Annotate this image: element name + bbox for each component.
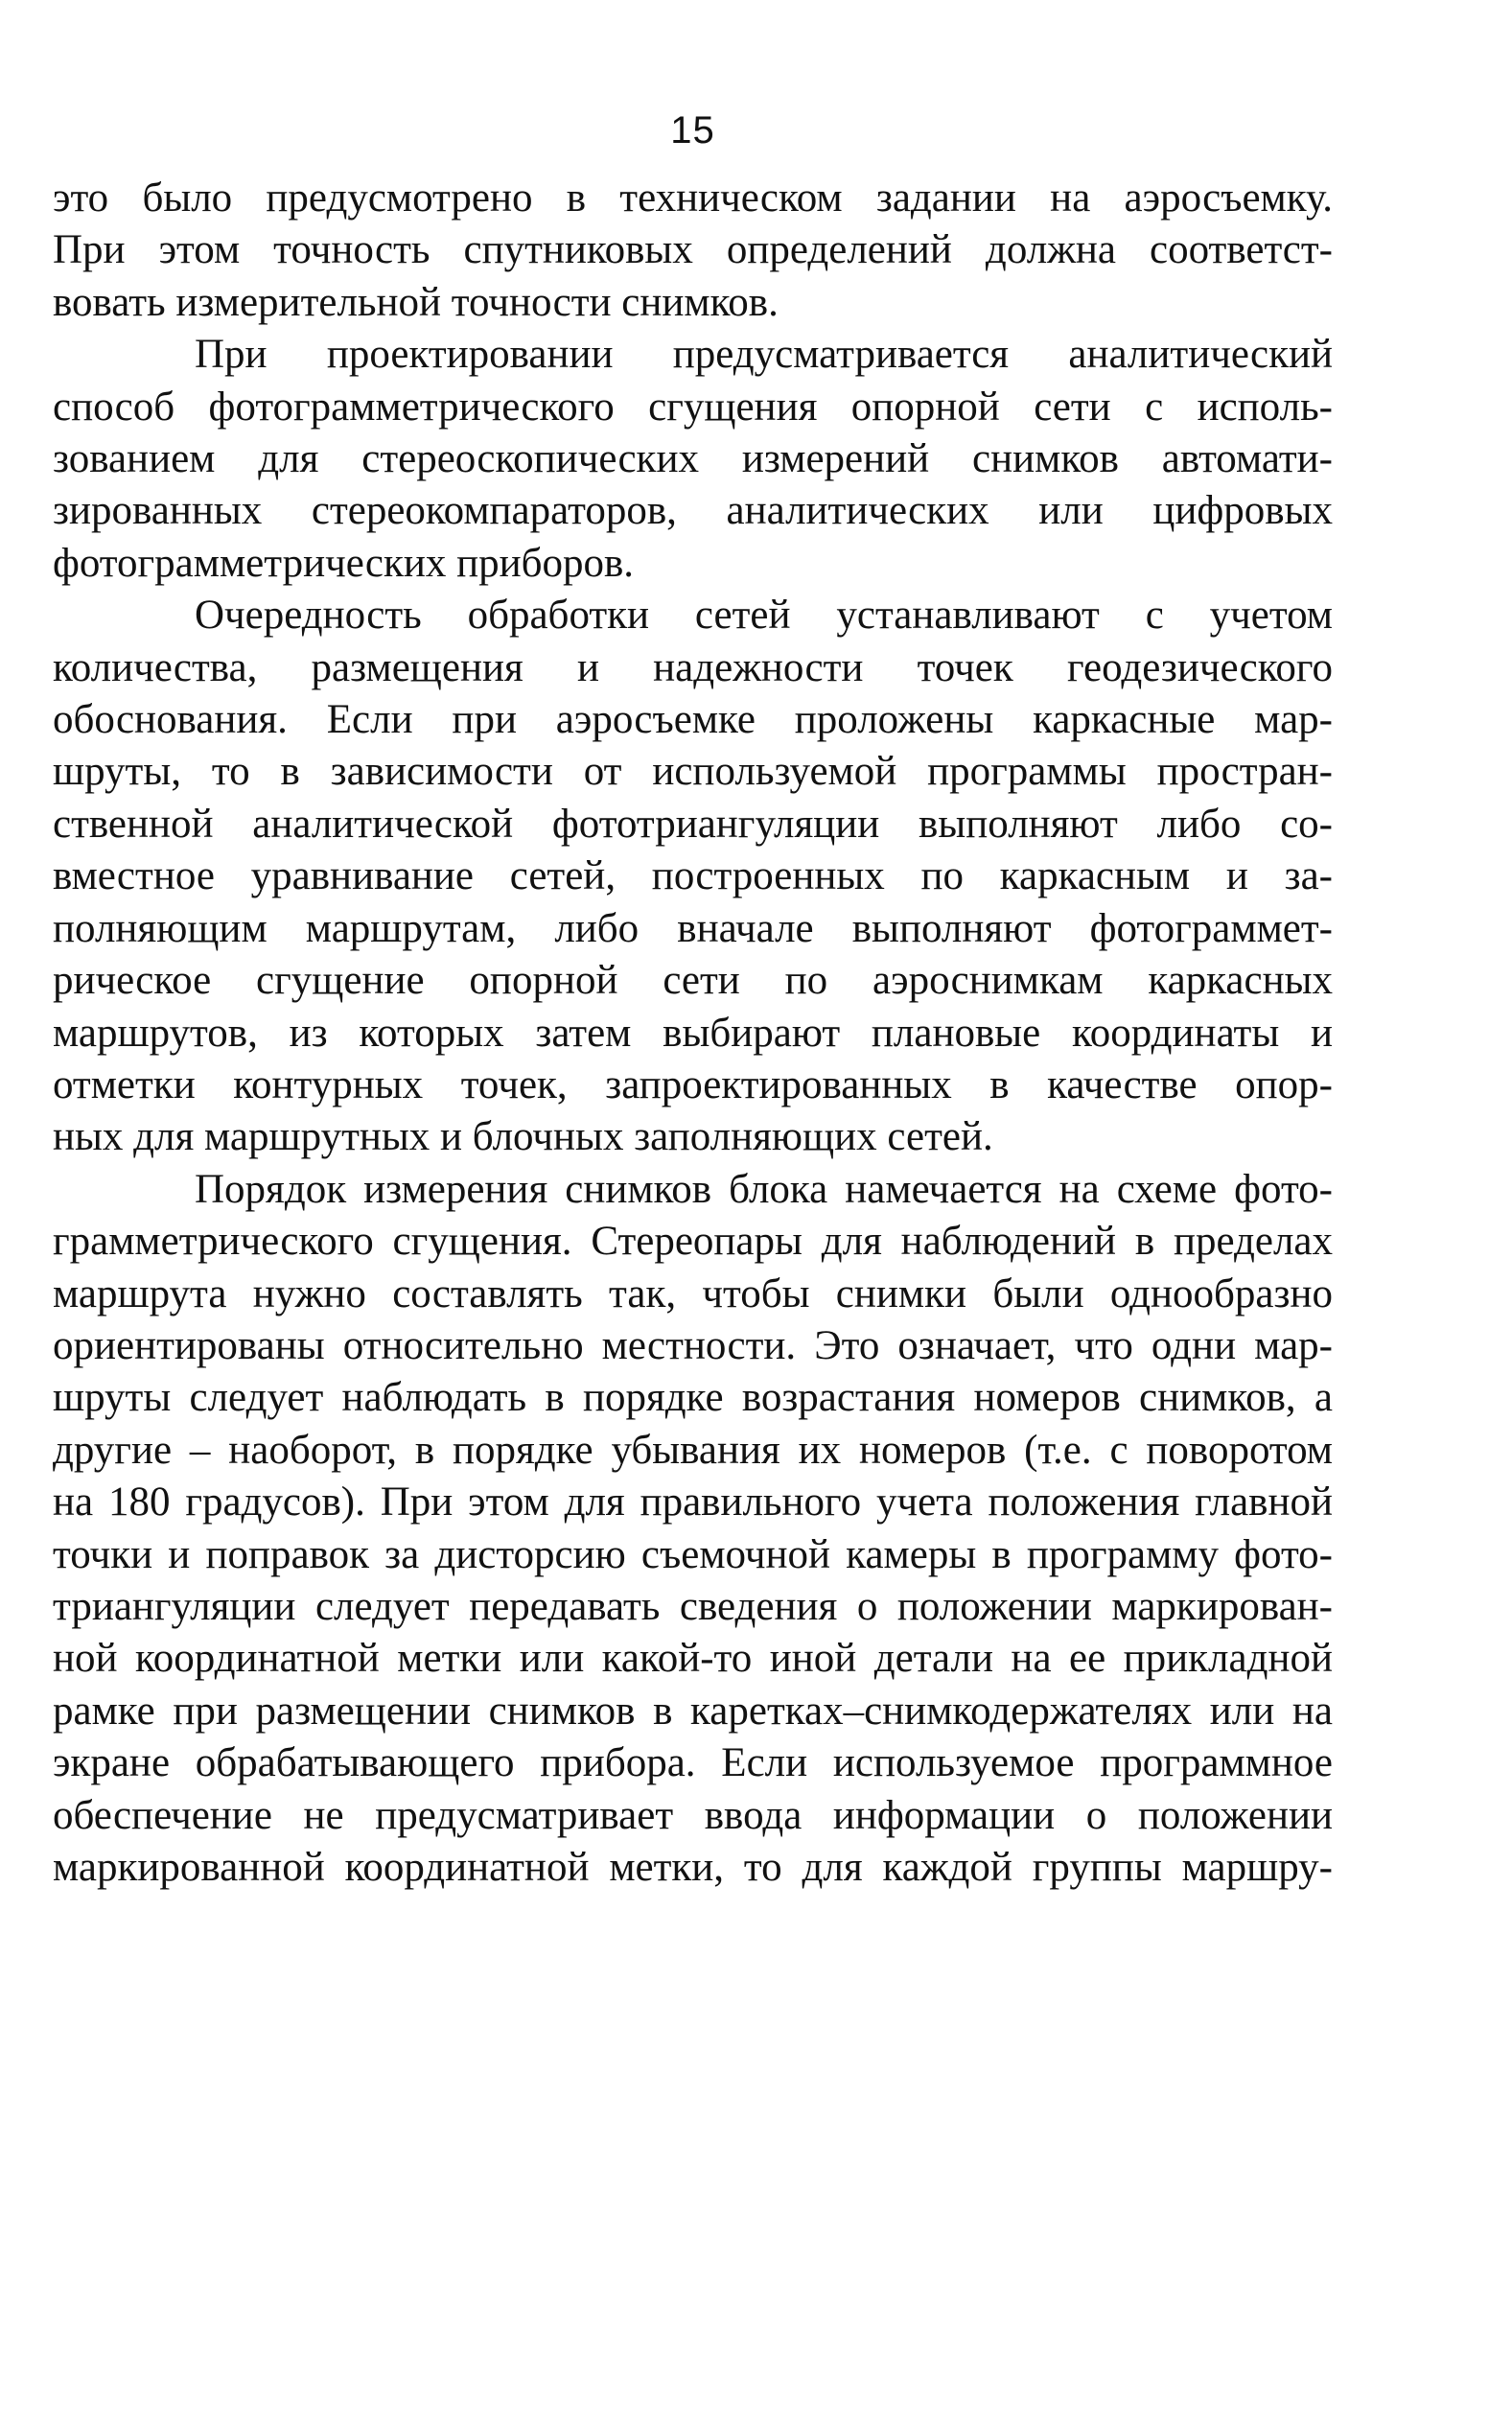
text-line: маршрутов, из которых затем выбирают плановые координаты и [53, 1010, 1333, 1056]
text-line: Очередность обработки сетей устанавливают с учетом [195, 593, 1333, 639]
text-line: отметки контурных точек, запроектированных в качестве опор- [53, 1061, 1333, 1107]
text-line: шруты следует наблюдать в порядке возрастания номеров снимков, а [53, 1375, 1333, 1421]
text-line: фотограмметрических приборов. [53, 540, 635, 586]
text-line: зованием для стереоскопических измерений снимков автомати- [53, 436, 1333, 482]
text-line: способ фотограмметрического сгущения опорной сети с исполь- [53, 384, 1333, 430]
text-line: количества, размещения и надежности точек геодезического [53, 644, 1333, 690]
text-line: это было предусмотрено в техническом задании на аэросъемку. [53, 175, 1333, 221]
text-line: маршрута нужно составлять так, чтобы снимки были однообразно [53, 1270, 1333, 1316]
text-line: рическое сгущение опорной сети по аэроснимкам каркасных [53, 958, 1333, 1004]
text-line: рамке при размещении снимков в каретках–снимкодержателях или на [53, 1688, 1333, 1734]
text-line: точки и поправок за дисторсию съемочной камеры в программу фото- [53, 1531, 1333, 1577]
text-line: ственной аналитической фототриангуляции выполняют либо со- [53, 801, 1333, 847]
text-line: Порядок измерения снимков блока намечается на схеме фото- [195, 1166, 1333, 1212]
text-line: При этом точность спутниковых определений должна соответст- [53, 227, 1333, 273]
text-line: на 180 градусов). При этом для правильного учета положения главной [53, 1479, 1333, 1526]
text-line: маркированной координатной метки, то для каждой группы маршру- [53, 1845, 1333, 1890]
page-number: 15 [670, 109, 715, 151]
text-line: грамметрического сгущения. Стереопары для наблюдений в пределах [53, 1219, 1333, 1265]
text-line: зированных стереокомпараторов, аналитических или цифровых [53, 488, 1333, 534]
text-line: ных для маршрутных и блочных заполняющих сетей. [53, 1114, 993, 1160]
text-line: При проектировании предусматривается аналитический [195, 332, 1333, 378]
text-line: триангуляции следует передавать сведения о положении маркирован- [53, 1583, 1333, 1629]
text-line: обоснования. Если при аэросъемке проложены каркасные мар- [53, 697, 1333, 743]
text-line: полняющим маршрутам, либо вначале выполняют фотограммет- [53, 905, 1333, 951]
text-line: вовать измерительной точности снимков. [53, 279, 779, 325]
text-line: другие – наоборот, в порядке убывания их номеров (т.е. с поворотом [53, 1427, 1333, 1473]
text-line: обеспечение не предусматривает ввода информации о положении [53, 1792, 1333, 1838]
text-line: шруты, то в зависимости от используемой программы простран- [53, 749, 1333, 795]
text-line: экране обрабатывающего прибора. Если используемое программное [53, 1740, 1333, 1786]
body-text [53, 173, 1333, 1894]
text-line: ориентированы относительно местности. Это означает, что одни мар- [53, 1322, 1333, 1368]
text-line: ной координатной метки или какой-то иной детали на ее прикладной [53, 1636, 1333, 1682]
text-line: вместное уравнивание сетей, построенных по каркасным и за- [53, 853, 1333, 899]
